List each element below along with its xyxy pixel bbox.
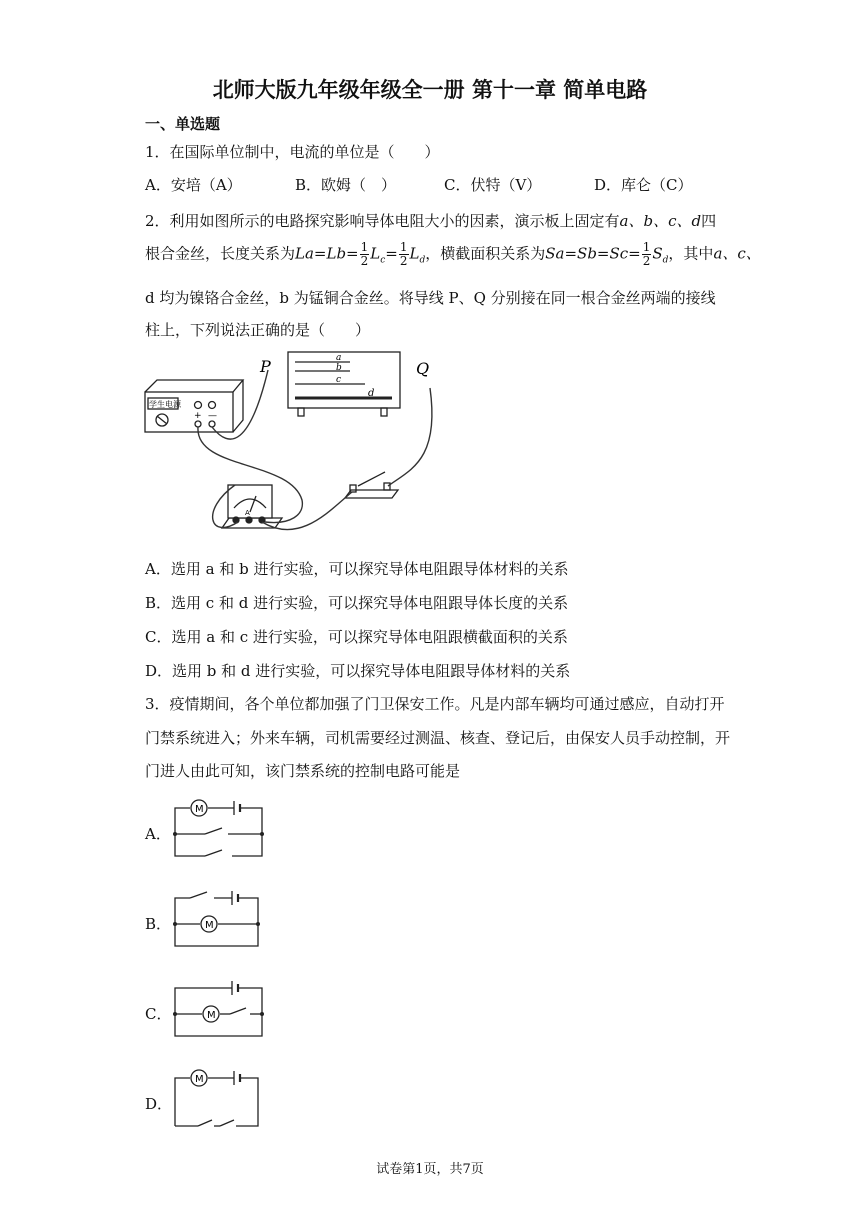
page-title: 北师大版九年级年级全一册 第十一章 简单电路	[212, 78, 648, 102]
ammeter	[222, 485, 282, 528]
circuit-a-diagram	[170, 796, 270, 862]
q2-line3: d 均为镍铬合金丝，b 为锰铜合金丝。将导线 P、Q 分别接在同一根合金丝两端的接线	[145, 289, 716, 307]
circuit-d-diagram	[170, 1066, 270, 1132]
q2-line4: 柱上，下列说法正确的是（ ）	[145, 321, 371, 339]
q2-option-d: D．选用 b 和 d 进行实验，可以探究导体电阻跟导体材料的关系	[145, 662, 571, 680]
q1-stem: 1．在国际单位制中，电流的单位是（ ）	[145, 143, 440, 161]
svg-text:c: c	[336, 375, 342, 385]
q2-option-c: C．选用 a 和 c 进行实验，可以探究导体电阻跟横截面积的关系	[145, 628, 568, 646]
q1-option-a: A．安培（A）	[145, 176, 242, 194]
q3-option-c-label: C．	[145, 1005, 172, 1023]
q3-option-b-label: B．	[145, 915, 172, 933]
q2-experiment-figure	[140, 350, 440, 550]
q2-line1: 2．利用如图所示的电路探究影响导体电阻大小的因素，演示板上固定有a、b、c、d四	[145, 212, 717, 230]
q3-line2: 门禁系统进入；外来车辆，司机需要经过测温、核查、登记后，由保安人员手动控制，开	[145, 729, 731, 747]
q1-option-b: B．欧姆（ ）	[295, 176, 397, 194]
q1-option-c: C．伏特（V）	[444, 176, 542, 194]
q3-option-a-label: A．	[145, 825, 171, 843]
page-footer: 试卷第1页，共7页	[376, 1162, 484, 1177]
circuit-b-diagram	[170, 886, 270, 952]
q3-option-d-label: D．	[145, 1095, 173, 1113]
power-label: 学生电源	[149, 400, 181, 409]
svg-text:d: d	[368, 388, 375, 399]
q2-line2: 根合金丝，长度关系为La=Lb= $\frac{1}{2}$ $L_c=$ $\frac{1}{2}$ $L_d$，横截面积关系为Sa=Sb=Sc= $\frac{1}{2}$ $S_d$，其中a、c、	[145, 240, 761, 268]
svg-text:a: a	[336, 353, 342, 363]
label-Q: Q	[416, 359, 430, 378]
circuit-c-diagram	[170, 976, 270, 1042]
section-heading: 一、单选题	[145, 115, 221, 133]
svg-text:A: A	[245, 509, 250, 517]
svg-text:M: M	[195, 1074, 204, 1085]
q1-option-d: D．库仑（C）	[594, 176, 693, 194]
label-P: P	[260, 357, 271, 376]
svg-text:M: M	[205, 920, 214, 931]
svg-text:b: b	[336, 363, 342, 373]
q3-line3: 门进人由此可知，该门禁系统的控制电路可能是	[145, 762, 461, 780]
svg-text:+: +	[194, 411, 202, 421]
demonstration-board	[288, 352, 400, 416]
q2-option-a: A．选用 a 和 b 进行实验，可以探究导体电阻跟导体材料的关系	[145, 560, 569, 578]
svg-text:M: M	[195, 804, 204, 815]
q3-line1: 3．疫情期间，各个单位都加强了门卫保安工作。凡是内部车辆均可通过感应，自动打开	[145, 695, 725, 713]
svg-text:—: —	[208, 411, 217, 421]
q2-option-b: B．选用 c 和 d 进行实验，可以探究导体电阻跟导体长度的关系	[145, 594, 569, 612]
svg-text:M: M	[207, 1010, 216, 1021]
